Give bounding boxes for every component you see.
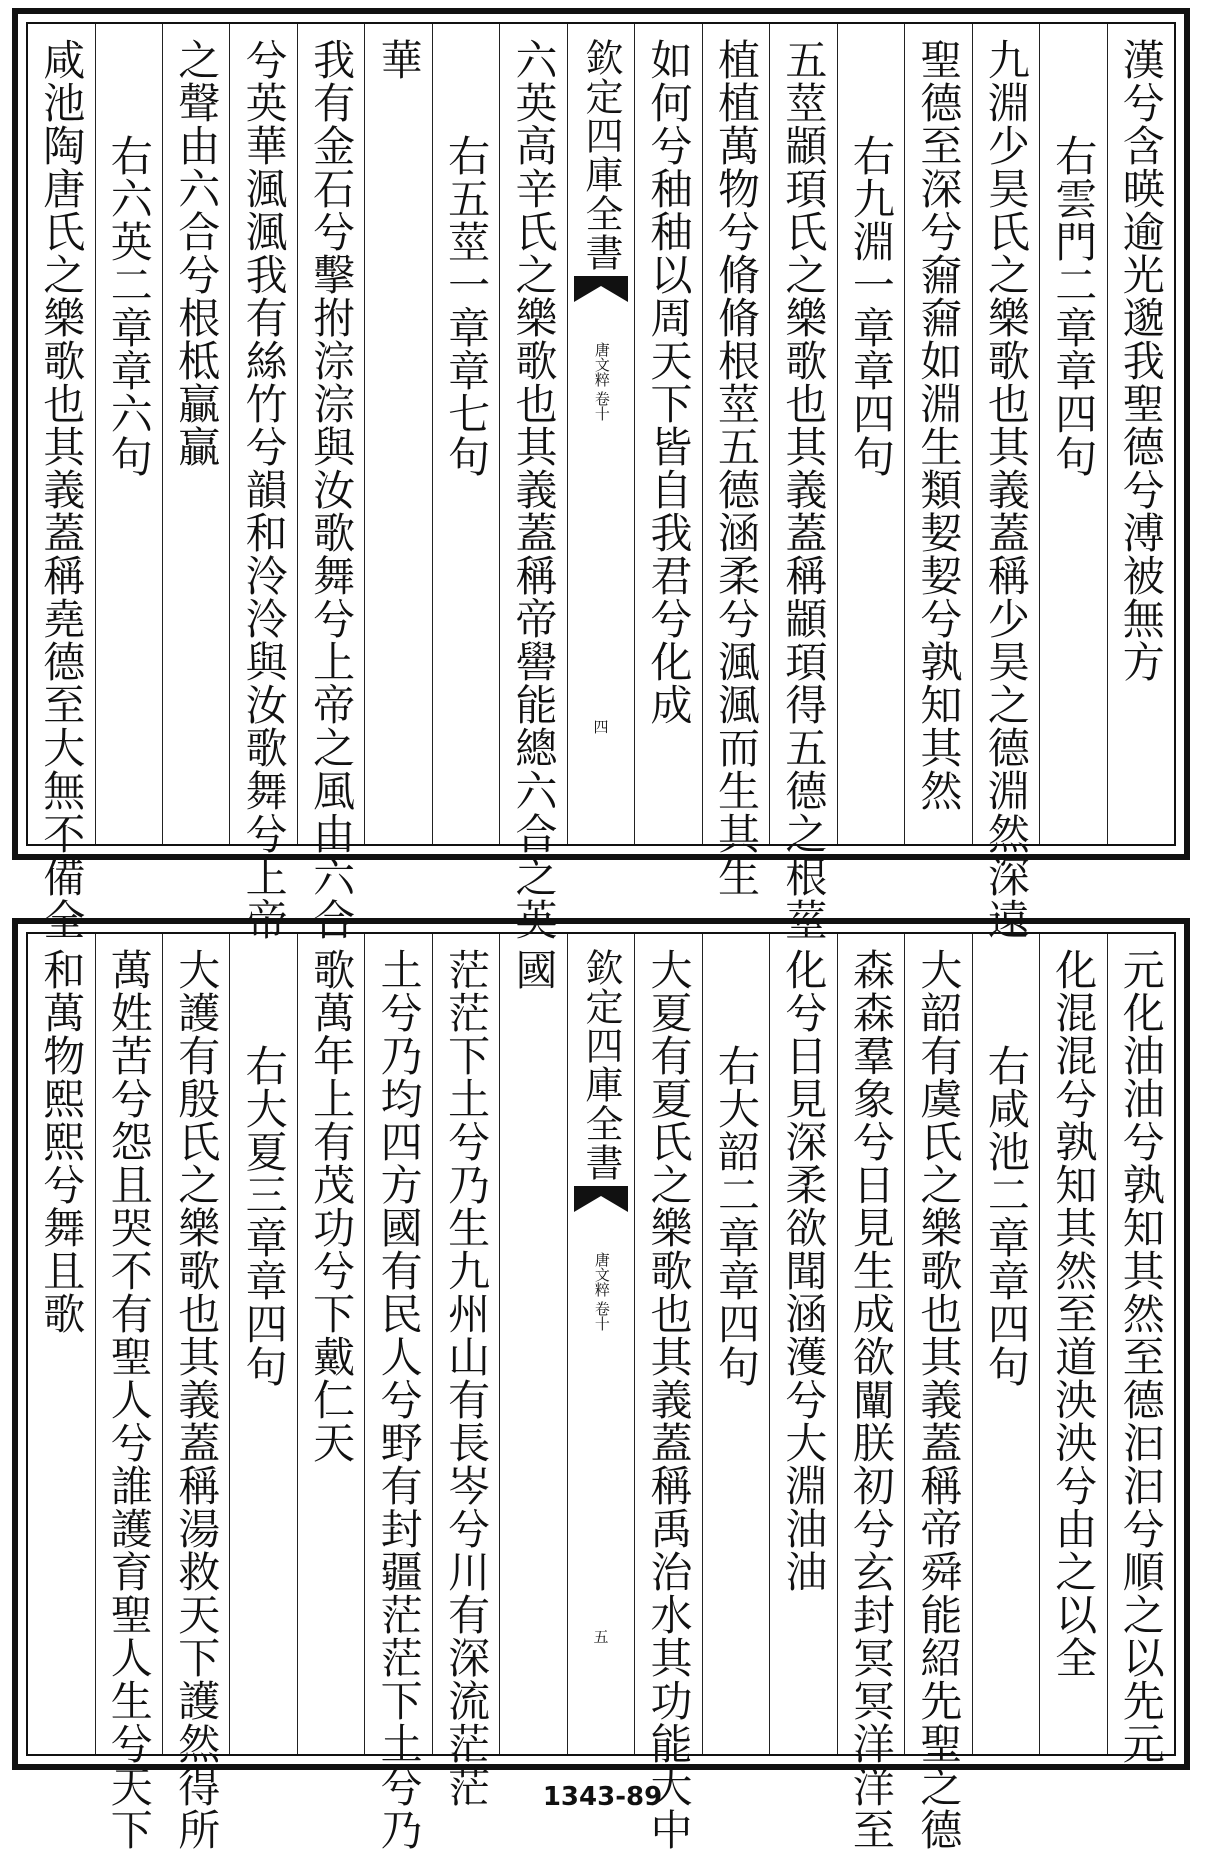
text-column (703, 934, 770, 1754)
text-column (433, 24, 500, 844)
center-spine (568, 934, 635, 1754)
column-text: 大韶有虞氏之樂歌也其義蓋稱帝舜能紹先聖之德 (914, 948, 964, 1851)
text-column (365, 934, 432, 1851)
top-page-frame (26, 22, 1176, 941)
spine-book: 唐文粹 (592, 1252, 611, 1297)
page-footer-number: 1343-89 (542, 1782, 663, 1812)
column-text: 咸池陶唐氏之樂歌也其義蓋稱堯德至大無不備全 (37, 38, 87, 941)
text-column (28, 934, 95, 1754)
column-text: 化混混兮孰知其然至道泱泱兮由之以全 (1049, 948, 1099, 1679)
column-text: 大護有殷氏之樂歌也其義蓋稱湯救天下護然得所 (172, 948, 222, 1851)
text-column (905, 24, 972, 844)
fish-tail-mark-icon (574, 1186, 628, 1212)
column-text: 和萬物熙熙兮舞且歌 (37, 948, 87, 1335)
column-text: 九淵少昊氏之樂歌也其義蓋稱少昊之德淵然深遠 (981, 38, 1031, 941)
spine-book-info (593, 342, 609, 421)
text-column (838, 934, 905, 1851)
column-text: 如何兮秞秞以周天下皆自我君兮化成 (644, 38, 694, 726)
column-text: 右五莖一章章七句 (442, 134, 492, 478)
text-column (838, 24, 905, 844)
text-column (230, 24, 297, 941)
top-page-panel (12, 8, 1190, 941)
column-text: 大夏有夏氏之樂歌也其義蓋稱禹治水其功能大中 (644, 948, 694, 1851)
column-text: 化兮日見深柔欲聞涵濩兮大淵油油 (779, 948, 829, 1593)
text-column (163, 24, 230, 844)
spine-volume: 卷十 (592, 391, 611, 421)
text-column (500, 934, 567, 1754)
spine-title: 欽定四庫全書 (579, 38, 624, 272)
text-column (1040, 934, 1107, 1754)
column-text: 右大夏三章章四句 (239, 1044, 289, 1388)
text-column (973, 24, 1040, 941)
text-column (973, 934, 1040, 1754)
column-text: 右大韶二章章四句 (711, 1044, 761, 1388)
spine-volume: 卷十 (592, 1301, 611, 1331)
text-column (1108, 934, 1174, 1765)
fish-tail-mark-icon (574, 276, 628, 302)
column-text: 五莖顓頊氏之樂歌也其義蓋稱顓頊得五德之根莖 (779, 38, 829, 941)
column-text: 華 (374, 38, 424, 81)
column-text: 漢兮含暎逾光邈我聖德兮溥被無方 (1116, 38, 1166, 683)
text-column (433, 934, 500, 1808)
text-column (163, 934, 230, 1851)
spine (573, 24, 629, 844)
spine-title: 欽定四庫全書 (579, 948, 624, 1182)
text-column (1040, 24, 1107, 844)
column-text: 歌萬年上有茂功兮下戴仁天 (307, 948, 357, 1464)
column-text: 我有金石兮擊拊淙淙與汝歌舞兮上帝之風由六合 (307, 38, 357, 941)
column-text: 右咸池二章章四句 (981, 1044, 1031, 1388)
column-text: 兮英華渢渢我有絲竹兮韻和泠泠與汝歌舞兮上帝 (239, 38, 289, 941)
top-columns (28, 24, 1174, 941)
column-text: 六英高辛氏之樂歌也其義蓋稱帝嚳能總六合之英 (509, 38, 559, 941)
spine-page-number: 四 (591, 719, 610, 734)
text-column (1108, 24, 1174, 844)
column-text: 之聲由六合兮根柢贏贏 (172, 38, 222, 468)
column-text: 植植萬物兮脩脩根莖五德涵柔兮渢渢而生其生 (711, 38, 761, 898)
text-column (96, 24, 163, 844)
column-text: 茫茫下土兮乃生九州山有長岑兮川有深流茫茫 (442, 948, 492, 1808)
spine-book: 唐文粹 (592, 342, 611, 387)
column-text: 萬姓苦兮怨且哭不有聖人兮誰護育聖人生兮天下 (104, 948, 154, 1851)
text-column (230, 934, 297, 1754)
text-column (635, 24, 702, 844)
spine-book-info (593, 1252, 609, 1331)
column-text: 聖德至深兮奫奫如淵生類㛃㛃兮孰知其然 (914, 38, 964, 812)
text-column (635, 934, 702, 1851)
text-column (703, 24, 770, 898)
column-text: 右九淵一章章四句 (846, 134, 896, 478)
text-column (298, 24, 365, 941)
spine-page-number: 五 (591, 1629, 610, 1644)
text-column (500, 24, 567, 941)
column-text: 國 (509, 948, 559, 991)
text-column (905, 934, 972, 1851)
column-text: 右雲門二章章四句 (1049, 134, 1099, 478)
text-column (770, 24, 837, 941)
center-spine (568, 24, 635, 844)
column-text: 元化油油兮孰知其然至德汩汩兮順之以先元 (1116, 948, 1166, 1765)
column-text: 土兮乃均四方國有民人兮野有封疆茫茫下土兮乃 (374, 948, 424, 1851)
text-column (298, 934, 365, 1754)
text-column (770, 934, 837, 1754)
text-column (28, 24, 95, 941)
column-text: 森森羣象兮日見生成欲闡朕初兮玄封冥冥洋洋至 (846, 948, 896, 1851)
text-column (96, 934, 163, 1851)
column-text: 右六英二章章六句 (104, 134, 154, 478)
spine (573, 934, 629, 1754)
text-column (365, 24, 432, 844)
